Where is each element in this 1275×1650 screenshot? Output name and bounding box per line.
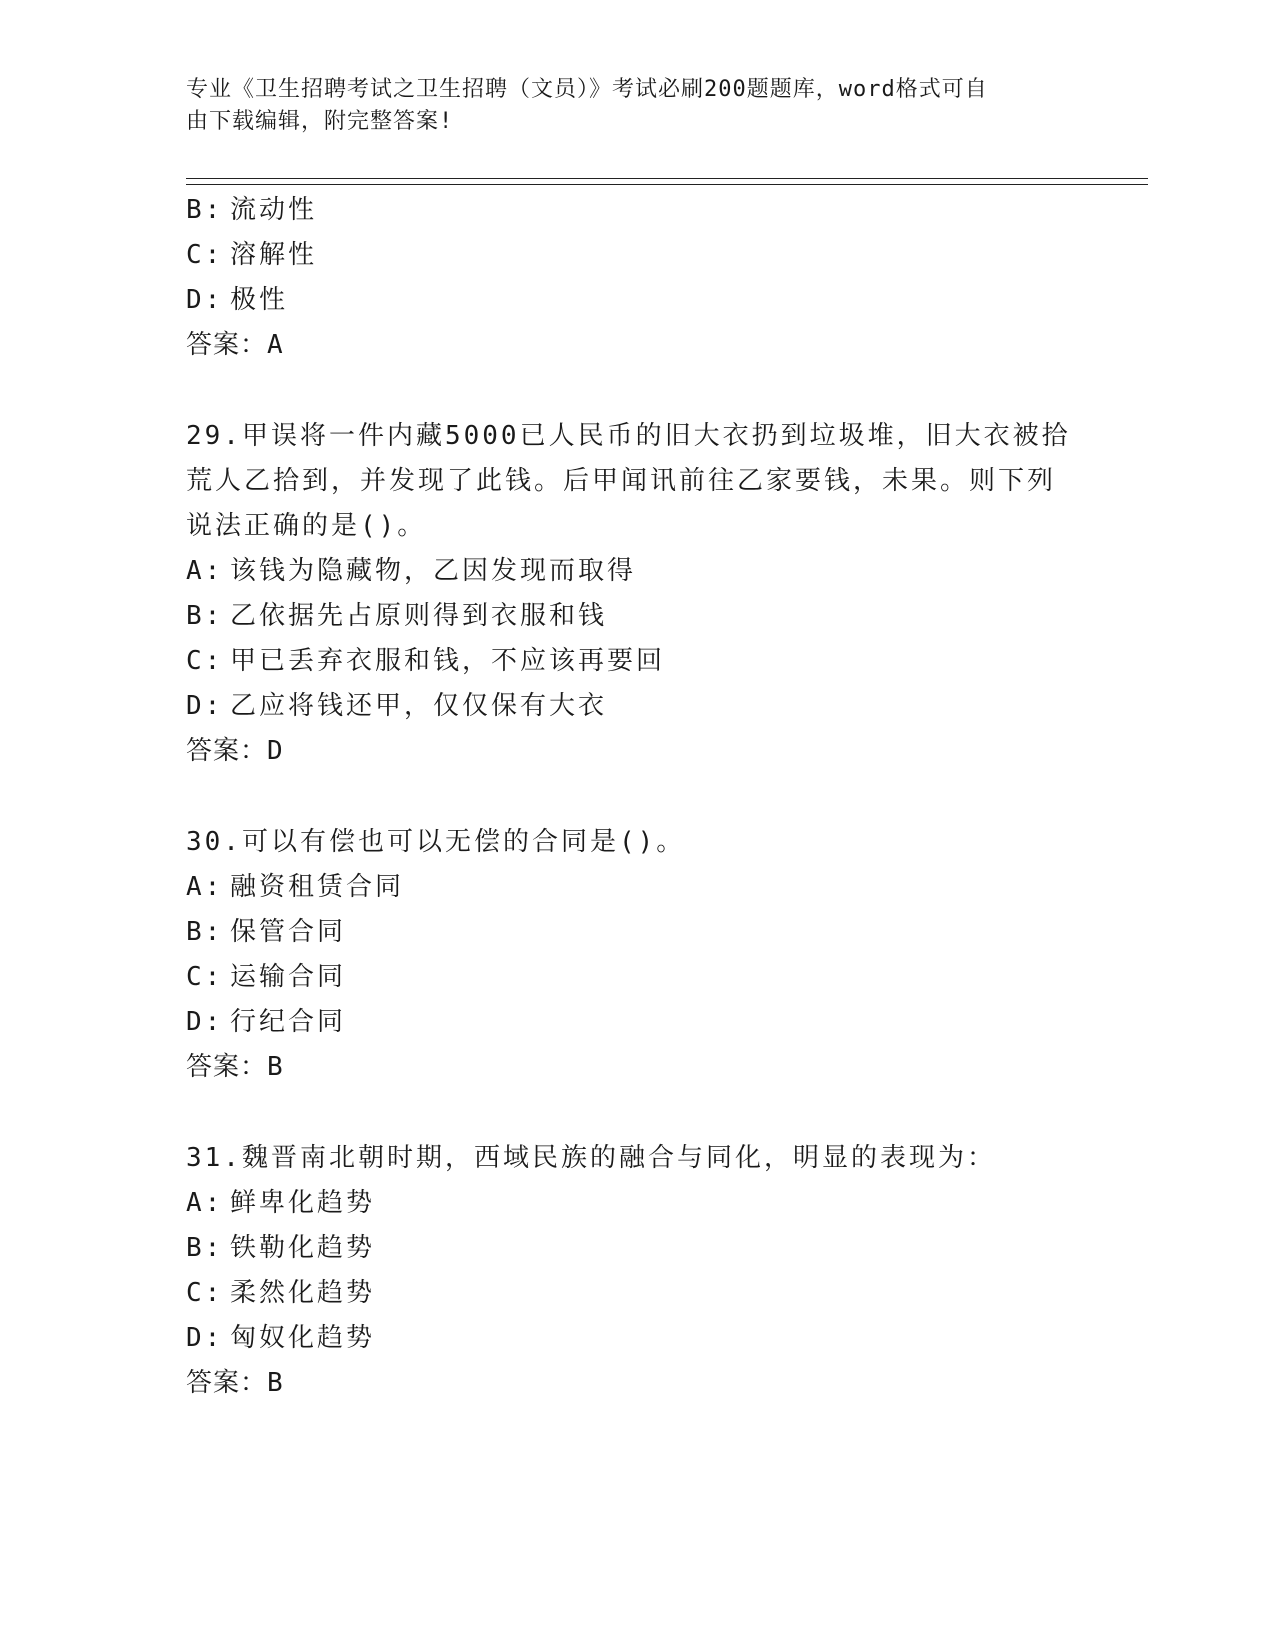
option-text: 运输合同: [230, 962, 347, 992]
question-stem-line: 29.甲误将一件内藏5000已人民币的旧大衣扔到垃圾堆，旧大衣被拾: [186, 421, 1071, 451]
option-b: [186, 188, 1066, 233]
option-letter: B:: [186, 1233, 224, 1263]
option-c: [186, 233, 1066, 278]
option-b: [186, 910, 1066, 955]
header-title-line-1: 专业《卫生招聘考试之卫生招聘（文员）》考试必刷200题题库，word格式可自: [186, 77, 988, 102]
header-divider-top: [186, 178, 1148, 179]
option-letter: C:: [186, 646, 224, 676]
option-b: [186, 594, 1066, 639]
option-letter: B:: [186, 917, 224, 947]
option-d: [186, 278, 1066, 323]
question-stem-line: 30.可以有偿也可以无偿的合同是()。: [186, 827, 686, 857]
option-letter: D:: [186, 691, 224, 721]
question-30: [186, 820, 1066, 1090]
option-text: 保管合同: [230, 917, 347, 947]
option-d: [186, 1000, 1066, 1045]
question-stem-line: 说法正确的是()。: [186, 511, 427, 541]
option-text: 乙应将钱还甲，仅仅保有大衣: [230, 691, 608, 721]
option-letter: C:: [186, 962, 224, 992]
option-letter: C:: [186, 1278, 224, 1308]
option-letter: A:: [186, 872, 224, 902]
option-text: 极性: [230, 285, 289, 315]
option-text: 行纪合同: [230, 1007, 347, 1037]
question-spacer: [186, 1090, 1066, 1136]
question-spacer: [186, 368, 1066, 414]
option-text: 匈奴化趋势: [230, 1323, 376, 1353]
answer-line: 答案：B: [186, 1052, 284, 1082]
option-letter: B:: [186, 195, 224, 225]
option-text: 鲜卑化趋势: [230, 1188, 376, 1218]
option-letter: D:: [186, 285, 224, 315]
option-a: [186, 549, 1066, 594]
option-letter: C:: [186, 240, 224, 270]
option-letter: A:: [186, 1188, 224, 1218]
option-text: 铁勒化趋势: [230, 1233, 376, 1263]
question-31: [186, 1136, 1066, 1406]
header-divider-bottom: [186, 184, 1148, 185]
option-text: 流动性: [230, 195, 318, 225]
option-letter: A:: [186, 556, 224, 586]
answer-line: 答案：D: [186, 736, 284, 766]
question-stem-line: 荒人乙拾到，并发现了此钱。后甲闻讯前往乙家要钱，未果。则下列: [186, 466, 1057, 496]
option-c: [186, 1271, 1066, 1316]
option-d: [186, 684, 1066, 729]
question-spacer: [186, 774, 1066, 820]
option-text: 该钱为隐藏物，乙因发现而取得: [230, 556, 637, 586]
option-letter: D:: [186, 1323, 224, 1353]
question-list: [186, 188, 1071, 1406]
question-stem-line: 31.魏晋南北朝时期，西域民族的融合与同化，明显的表现为：: [186, 1143, 996, 1173]
option-c: [186, 639, 1066, 684]
option-text: 甲已丢弃衣服和钱，不应该再要回: [230, 646, 666, 676]
answer-line: 答案：B: [186, 1368, 284, 1398]
question-29: [186, 414, 1071, 774]
header-title-line-2: 由下载编辑，附完整答案!: [186, 109, 454, 134]
option-d: [186, 1316, 1066, 1361]
option-text: 融资租赁合同: [230, 872, 405, 902]
answer-line: 答案：A: [186, 330, 284, 360]
option-letter: D:: [186, 1007, 224, 1037]
option-b: [186, 1226, 1066, 1271]
option-text: 柔然化趋势: [230, 1278, 376, 1308]
option-a: [186, 865, 1066, 910]
option-text: 乙依据先占原则得到衣服和钱: [230, 601, 608, 631]
option-text: 溶解性: [230, 240, 318, 270]
document-header: [186, 74, 1066, 138]
option-c: [186, 955, 1066, 1000]
option-a: [186, 1181, 1066, 1226]
option-letter: B:: [186, 601, 224, 631]
question-28-tail: [186, 188, 1066, 368]
